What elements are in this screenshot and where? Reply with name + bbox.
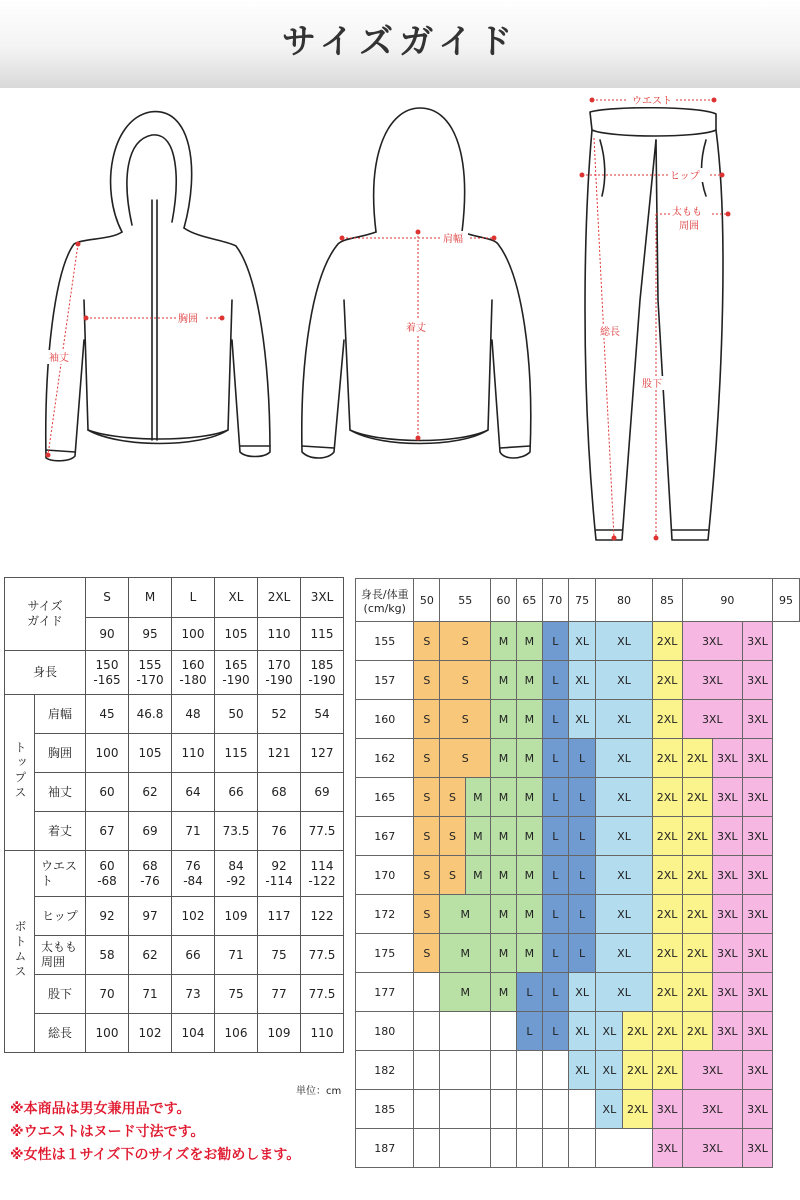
size-cell: 3XL bbox=[742, 700, 772, 739]
size-cell: M bbox=[516, 934, 542, 973]
size-cell: 3XL bbox=[682, 622, 742, 661]
label-inseam: 股下 bbox=[642, 379, 662, 390]
size-cell: 3XL bbox=[712, 856, 742, 895]
tops-value: 105 bbox=[129, 734, 172, 773]
size-cell: XL bbox=[596, 661, 652, 700]
size-cell: 2XL bbox=[652, 1051, 682, 1090]
size-cell: L bbox=[568, 778, 596, 817]
bottoms-value: 97 bbox=[129, 897, 172, 936]
size-cell: L bbox=[542, 973, 568, 1012]
size-cell bbox=[414, 973, 440, 1012]
size-cell: S bbox=[440, 661, 491, 700]
size-cell: 3XL bbox=[682, 1051, 742, 1090]
note-unisex: ※本商品は男女兼用品です。 bbox=[10, 1101, 191, 1117]
size-cell: S bbox=[414, 856, 440, 895]
size-cell: 3XL bbox=[742, 856, 772, 895]
size-number: 105 bbox=[215, 618, 258, 651]
size-cell: 2XL bbox=[652, 817, 682, 856]
height-row-label: 182 bbox=[356, 1051, 414, 1090]
size-cell: 2XL bbox=[682, 973, 712, 1012]
height-value: 160 -180 bbox=[172, 651, 215, 695]
bottoms-row-label: ウエスト bbox=[35, 851, 86, 897]
bottoms-value: 75 bbox=[215, 975, 258, 1014]
size-cell bbox=[516, 1051, 542, 1090]
size-cell: M bbox=[491, 661, 517, 700]
tops-row-label: 袖丈 bbox=[35, 773, 86, 812]
bottoms-value: 66 bbox=[172, 936, 215, 975]
size-cell bbox=[414, 1129, 440, 1168]
tops-value: 62 bbox=[129, 773, 172, 812]
bottoms-value: 75 bbox=[258, 936, 301, 975]
size-cell: M bbox=[491, 973, 517, 1012]
tops-value: 54 bbox=[301, 695, 344, 734]
size-cell: 3XL bbox=[742, 661, 772, 700]
size-header: 2XL bbox=[258, 578, 301, 618]
size-cell: 3XL bbox=[712, 1012, 742, 1051]
bottoms-value: 58 bbox=[86, 936, 129, 975]
note-women: ※女性は１サイズ下のサイズをお勧めします。 bbox=[10, 1147, 301, 1163]
tops-value: 121 bbox=[258, 734, 301, 773]
bottoms-value: 84 -92 bbox=[215, 851, 258, 897]
weight-header: 65 bbox=[516, 579, 542, 622]
weight-header: 55 bbox=[440, 579, 491, 622]
size-cell: 2XL bbox=[682, 778, 712, 817]
size-cell: L bbox=[568, 934, 596, 973]
tops-value: 52 bbox=[258, 695, 301, 734]
size-cell: 3XL bbox=[742, 973, 772, 1012]
size-cell: M bbox=[516, 856, 542, 895]
size-cell: 3XL bbox=[742, 739, 772, 778]
height-row-label: 162 bbox=[356, 739, 414, 778]
size-cell bbox=[414, 1012, 440, 1051]
size-cell: 2XL bbox=[682, 856, 712, 895]
note-waist: ※ウエストはヌード寸法です。 bbox=[10, 1124, 205, 1140]
tops-value: 64 bbox=[172, 773, 215, 812]
size-cell: M bbox=[491, 856, 517, 895]
weight-header: 90 bbox=[682, 579, 772, 622]
size-cell bbox=[542, 1051, 568, 1090]
size-cell: 2XL bbox=[652, 895, 682, 934]
header-banner bbox=[0, 0, 800, 88]
size-cell: M bbox=[440, 895, 491, 934]
size-cell: XL bbox=[596, 1012, 623, 1051]
size-cell: M bbox=[516, 700, 542, 739]
size-cell: 3XL bbox=[652, 1090, 682, 1129]
size-cell: XL bbox=[596, 856, 652, 895]
size-number: 115 bbox=[301, 618, 344, 651]
tops-value: 67 bbox=[86, 812, 129, 851]
size-cell: 3XL bbox=[712, 895, 742, 934]
size-cell bbox=[491, 1012, 517, 1051]
size-cell: M bbox=[491, 934, 517, 973]
size-cell: 3XL bbox=[742, 895, 772, 934]
tops-value: 50 bbox=[215, 695, 258, 734]
size-cell: XL bbox=[596, 739, 652, 778]
garment-illustrations bbox=[0, 88, 800, 558]
size-cell: M bbox=[516, 895, 542, 934]
size-cell: M bbox=[516, 817, 542, 856]
tops-value: 100 bbox=[86, 734, 129, 773]
label-length: 着丈 bbox=[406, 323, 426, 334]
height-row-label: 175 bbox=[356, 934, 414, 973]
size-cell: 3XL bbox=[742, 1051, 772, 1090]
height-row-label: 157 bbox=[356, 661, 414, 700]
size-cell: 3XL bbox=[742, 778, 772, 817]
size-cell: L bbox=[542, 622, 568, 661]
size-cell: 3XL bbox=[712, 778, 742, 817]
size-measurement-table bbox=[4, 577, 344, 1053]
size-cell: 3XL bbox=[652, 1129, 682, 1168]
size-cell: L bbox=[568, 895, 596, 934]
label-total-length: 総長 bbox=[600, 327, 620, 338]
size-cell: M bbox=[491, 778, 517, 817]
size-cell: XL bbox=[568, 1012, 596, 1051]
size-cell: XL bbox=[568, 700, 596, 739]
label-shoulder: 肩幅 bbox=[443, 234, 463, 245]
page-title: サイズガイド bbox=[281, 22, 519, 62]
tops-value: 69 bbox=[129, 812, 172, 851]
size-cell bbox=[414, 1051, 440, 1090]
tops-value: 73.5 bbox=[215, 812, 258, 851]
size-cell: S bbox=[414, 934, 440, 973]
size-cell: 3XL bbox=[742, 1012, 772, 1051]
bottoms-value: 114 -122 bbox=[301, 851, 344, 897]
size-cell: S bbox=[414, 622, 440, 661]
tops-group-label bbox=[5, 695, 35, 851]
height-row-label: 172 bbox=[356, 895, 414, 934]
bottoms-group-text: ボトムス bbox=[13, 919, 27, 980]
size-cell: M bbox=[491, 817, 517, 856]
size-cell bbox=[414, 1090, 440, 1129]
height-value: 165 -190 bbox=[215, 651, 258, 695]
size-cell: L bbox=[568, 856, 596, 895]
unit-label: 単位：cm bbox=[296, 1086, 342, 1097]
size-cell: M bbox=[516, 778, 542, 817]
bottoms-value: 109 bbox=[215, 897, 258, 936]
tops-value: 110 bbox=[172, 734, 215, 773]
size-cell: 3XL bbox=[682, 1129, 742, 1168]
size-cell: L bbox=[542, 661, 568, 700]
size-cell: S bbox=[440, 739, 491, 778]
tops-row-label: 胸囲 bbox=[35, 734, 86, 773]
size-cell: XL bbox=[596, 700, 652, 739]
size-cell: M bbox=[491, 700, 517, 739]
bottoms-row-label: ヒップ bbox=[35, 897, 86, 936]
size-cell: 2XL bbox=[652, 856, 682, 895]
size-cell: S bbox=[440, 856, 465, 895]
tops-value: 68 bbox=[258, 773, 301, 812]
size-cell: 3XL bbox=[712, 817, 742, 856]
tops-value: 45 bbox=[86, 695, 129, 734]
height-value: 155 -170 bbox=[129, 651, 172, 695]
size-cell: XL bbox=[596, 895, 652, 934]
height-value: 185 -190 bbox=[301, 651, 344, 695]
size-cell bbox=[491, 1051, 517, 1090]
size-cell: M bbox=[440, 934, 491, 973]
weight-header: 95 bbox=[773, 579, 800, 622]
label-thigh-1: 太もも bbox=[672, 207, 702, 218]
size-cell bbox=[568, 1129, 596, 1168]
size-cell: XL bbox=[596, 1090, 623, 1129]
bottoms-value: 70 bbox=[86, 975, 129, 1014]
hoodie-back-illustration bbox=[302, 108, 531, 458]
size-cell: 2XL bbox=[682, 934, 712, 973]
height-row-label: 155 bbox=[356, 622, 414, 661]
size-cell: L bbox=[542, 817, 568, 856]
label-sleeve: 袖丈 bbox=[49, 353, 69, 364]
height-value: 170 -190 bbox=[258, 651, 301, 695]
size-guide-corner: サイズ ガイド bbox=[5, 578, 86, 651]
size-cell: 2XL bbox=[682, 1012, 712, 1051]
bottoms-value: 77 bbox=[258, 975, 301, 1014]
size-cell: S bbox=[414, 817, 440, 856]
tops-value: 115 bbox=[215, 734, 258, 773]
tops-value: 69 bbox=[301, 773, 344, 812]
height-row-label: 177 bbox=[356, 973, 414, 1012]
size-cell bbox=[516, 1129, 542, 1168]
weight-header: 80 bbox=[596, 579, 652, 622]
size-cell: XL bbox=[568, 661, 596, 700]
size-cell: S bbox=[440, 622, 491, 661]
size-cell: 3XL bbox=[742, 934, 772, 973]
size-number: 110 bbox=[258, 618, 301, 651]
size-cell: 3XL bbox=[682, 1090, 742, 1129]
size-cell: 3XL bbox=[682, 700, 742, 739]
hoodie-front-illustration bbox=[46, 112, 270, 461]
height-row-label: 187 bbox=[356, 1129, 414, 1168]
bottoms-value: 122 bbox=[301, 897, 344, 936]
bottoms-value: 109 bbox=[258, 1014, 301, 1053]
size-cell: M bbox=[465, 856, 490, 895]
weight-header: 50 bbox=[414, 579, 440, 622]
size-cell: XL bbox=[568, 622, 596, 661]
size-cell: 3XL bbox=[742, 817, 772, 856]
bottoms-value: 100 bbox=[86, 1014, 129, 1053]
size-number: 95 bbox=[129, 618, 172, 651]
bottoms-value: 117 bbox=[258, 897, 301, 936]
size-cell bbox=[596, 1129, 652, 1168]
tops-row-label: 着丈 bbox=[35, 812, 86, 851]
bottoms-value: 71 bbox=[129, 975, 172, 1014]
size-cell: 2XL bbox=[652, 934, 682, 973]
size-cell bbox=[440, 1129, 491, 1168]
tops-group-text: トップス bbox=[13, 740, 27, 801]
weight-header: 75 bbox=[568, 579, 596, 622]
size-cell: S bbox=[414, 661, 440, 700]
size-header: L bbox=[172, 578, 215, 618]
size-cell: M bbox=[465, 817, 490, 856]
bottoms-value: 92 bbox=[86, 897, 129, 936]
size-cell: 2XL bbox=[623, 1051, 652, 1090]
size-cell bbox=[568, 1090, 596, 1129]
size-cell: 2XL bbox=[623, 1012, 652, 1051]
size-cell: XL bbox=[568, 1051, 596, 1090]
size-cell: XL bbox=[596, 973, 652, 1012]
size-cell bbox=[542, 1090, 568, 1129]
bottoms-value: 104 bbox=[172, 1014, 215, 1053]
height-row-label: 167 bbox=[356, 817, 414, 856]
size-cell: S bbox=[440, 817, 465, 856]
size-cell: M bbox=[516, 622, 542, 661]
label-chest: 胸囲 bbox=[178, 314, 198, 325]
size-cell: L bbox=[542, 856, 568, 895]
size-cell: L bbox=[542, 1012, 568, 1051]
size-cell: S bbox=[414, 895, 440, 934]
size-cell bbox=[491, 1090, 517, 1129]
size-cell: 3XL bbox=[712, 934, 742, 973]
bottoms-value: 73 bbox=[172, 975, 215, 1014]
tops-row-label: 肩幅 bbox=[35, 695, 86, 734]
size-cell: L bbox=[568, 739, 596, 778]
size-cell: L bbox=[568, 817, 596, 856]
height-row-label: 185 bbox=[356, 1090, 414, 1129]
size-cell bbox=[542, 1129, 568, 1168]
bottoms-row-label: 総長 bbox=[35, 1014, 86, 1053]
size-cell bbox=[440, 1012, 491, 1051]
bottoms-value: 102 bbox=[172, 897, 215, 936]
size-cell: 2XL bbox=[682, 739, 712, 778]
size-cell: L bbox=[542, 739, 568, 778]
size-cell: M bbox=[465, 778, 490, 817]
size-cell: L bbox=[542, 895, 568, 934]
size-header: 3XL bbox=[301, 578, 344, 618]
size-header: S bbox=[86, 578, 129, 618]
size-cell bbox=[516, 1090, 542, 1129]
bottoms-group-label bbox=[5, 851, 35, 1053]
size-cell: 2XL bbox=[623, 1090, 652, 1129]
tops-value: 71 bbox=[172, 812, 215, 851]
chart-corner: 身長/体重 (cm/kg) bbox=[356, 579, 414, 622]
label-waist: ウエスト bbox=[632, 96, 672, 107]
size-cell: 2XL bbox=[682, 817, 712, 856]
size-cell: 2XL bbox=[682, 895, 712, 934]
tops-value: 60 bbox=[86, 773, 129, 812]
bottoms-row-label: 太もも 周囲 bbox=[35, 936, 86, 975]
size-cell: 3XL bbox=[712, 739, 742, 778]
size-cell: S bbox=[440, 700, 491, 739]
size-cell: XL bbox=[596, 934, 652, 973]
bottoms-value: 60 -68 bbox=[86, 851, 129, 897]
size-cell: M bbox=[491, 739, 517, 778]
height-row-label: 180 bbox=[356, 1012, 414, 1051]
weight-header: 60 bbox=[491, 579, 517, 622]
height-weight-chart bbox=[355, 578, 800, 1168]
bottoms-value: 77.5 bbox=[301, 936, 344, 975]
label-hip: ヒップ bbox=[670, 171, 700, 182]
size-cell: XL bbox=[596, 778, 652, 817]
size-cell: 2XL bbox=[652, 778, 682, 817]
height-row-label: 160 bbox=[356, 700, 414, 739]
bottoms-value: 106 bbox=[215, 1014, 258, 1053]
size-cell: S bbox=[414, 778, 440, 817]
size-cell: L bbox=[516, 1012, 542, 1051]
height-value: 150 -165 bbox=[86, 651, 129, 695]
size-cell: 2XL bbox=[652, 661, 682, 700]
bottoms-value: 102 bbox=[129, 1014, 172, 1053]
tops-value: 127 bbox=[301, 734, 344, 773]
bottoms-value: 92 -114 bbox=[258, 851, 301, 897]
tops-value: 77.5 bbox=[301, 812, 344, 851]
size-cell: M bbox=[491, 622, 517, 661]
size-cell: L bbox=[542, 778, 568, 817]
size-cell: XL bbox=[596, 817, 652, 856]
size-cell: S bbox=[414, 739, 440, 778]
size-cell: 2XL bbox=[652, 739, 682, 778]
size-cell: S bbox=[414, 700, 440, 739]
weight-header: 70 bbox=[542, 579, 568, 622]
height-label: 身長 bbox=[5, 651, 86, 695]
size-cell: M bbox=[516, 661, 542, 700]
bottoms-row-label: 股下 bbox=[35, 975, 86, 1014]
bottoms-value: 110 bbox=[301, 1014, 344, 1053]
size-cell bbox=[491, 1129, 517, 1168]
size-cell: XL bbox=[568, 973, 596, 1012]
bottoms-value: 76 -84 bbox=[172, 851, 215, 897]
bottoms-value: 77.5 bbox=[301, 975, 344, 1014]
size-header: XL bbox=[215, 578, 258, 618]
bottoms-value: 68 -76 bbox=[129, 851, 172, 897]
size-number: 100 bbox=[172, 618, 215, 651]
size-cell: XL bbox=[596, 622, 652, 661]
tops-value: 76 bbox=[258, 812, 301, 851]
tops-value: 48 bbox=[172, 695, 215, 734]
size-cell: 2XL bbox=[652, 622, 682, 661]
size-cell: 2XL bbox=[652, 973, 682, 1012]
size-header: M bbox=[129, 578, 172, 618]
tops-value: 66 bbox=[215, 773, 258, 812]
size-cell: 3XL bbox=[742, 1090, 772, 1129]
size-cell: 3XL bbox=[682, 661, 742, 700]
size-cell: L bbox=[542, 934, 568, 973]
size-cell bbox=[440, 1051, 491, 1090]
weight-header: 85 bbox=[652, 579, 682, 622]
size-cell: 2XL bbox=[652, 700, 682, 739]
bottoms-value: 71 bbox=[215, 936, 258, 975]
size-number: 90 bbox=[86, 618, 129, 651]
size-cell: M bbox=[440, 973, 491, 1012]
size-cell: M bbox=[516, 739, 542, 778]
size-cell: L bbox=[516, 973, 542, 1012]
size-cell: 3XL bbox=[742, 1129, 772, 1168]
tops-value: 46.8 bbox=[129, 695, 172, 734]
size-cell: 2XL bbox=[652, 1012, 682, 1051]
size-cell: M bbox=[491, 895, 517, 934]
height-row-label: 165 bbox=[356, 778, 414, 817]
size-cell: 3XL bbox=[712, 973, 742, 1012]
size-cell: L bbox=[542, 700, 568, 739]
size-cell: 3XL bbox=[742, 622, 772, 661]
height-row-label: 170 bbox=[356, 856, 414, 895]
bottoms-value: 62 bbox=[129, 936, 172, 975]
size-cell: XL bbox=[596, 1051, 623, 1090]
label-thigh-2: 周囲 bbox=[679, 221, 699, 232]
size-cell: S bbox=[440, 778, 465, 817]
size-cell bbox=[440, 1090, 491, 1129]
